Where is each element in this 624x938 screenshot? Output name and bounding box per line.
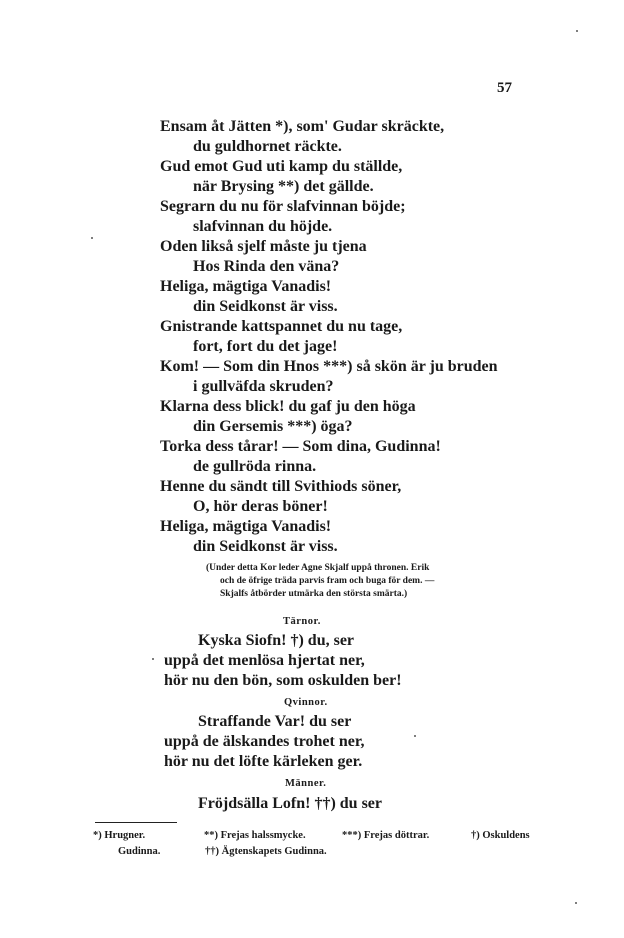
poem-line: din Seidkonst är viss. [193,298,338,315]
chorus-line: hör nu det löfte kärleken ger. [164,753,363,770]
poem-line: Gud emot Gud uti kamp du ställde, [160,158,403,175]
footnote: Gudinna. [118,846,161,857]
speaker-heading: Männer. [285,778,327,789]
print-speck [152,658,154,660]
poem-line: slafvinnan du höjde. [193,218,333,235]
page-number: 57 [497,80,512,96]
poem-line: du guldhornet räckte. [193,138,342,155]
chorus-line: hör nu den bön, som oskulden ber! [164,672,402,689]
poem-line: Gnistrande kattspannet du nu tage, [160,318,403,335]
chorus-line: uppå de älskandes trohet ner, [164,733,365,750]
chorus-line: Fröjdsälla Lofn! ††) du ser [198,795,382,812]
poem-line: Hos Rinda den väna? [193,258,340,275]
chorus-line: uppå det menlösa hjertat ner, [164,652,365,669]
stage-direction-line: och de öfrige träda parvis fram och buga för dem. — [220,576,435,586]
footnote: *) Hrugner. [93,830,146,841]
poem-line: i gullväfda skruden? [193,378,334,395]
speaker-heading: Qvinnor. [284,697,328,708]
poem-line: fort, fort du det jage! [193,338,338,355]
poem-line: Torka dess tårar! — Som dina, Gudinna! [160,438,441,455]
stage-direction-line: Skjalfs åtbörder utmärka den största smärta.) [220,589,408,599]
print-speck [575,902,577,904]
poem-line: Oden likså sjelf måste ju tjena [160,238,367,255]
poem-line: Heliga, mägtiga Vanadis! [160,518,332,535]
print-speck [414,735,416,737]
chorus-line: Kyska Siofn! †) du, ser [198,632,355,649]
stage-direction-line: (Under detta Kor leder Agne Skjalf uppå thronen. Erik [206,563,430,573]
poem-line: O, hör deras böner! [193,498,328,515]
speaker-heading: Tärnor. [283,616,321,627]
poem-line: när Brysing **) det gällde. [193,178,374,195]
footnote: ††) Ägtenskapets Gudinna. [205,846,327,857]
print-speck [91,237,93,239]
poem-line: Klarna dess blick! du gaf ju den höga [160,398,416,415]
stage-direction [206,562,546,601]
footnote: †) Oskuldens [471,830,530,841]
poem-line: din Seidkonst är viss. [193,538,338,555]
footnote: **) Frejas halssmycke. [204,830,306,841]
poem-line: Segrarn du nu för slafvinnan böjde; [160,198,406,215]
poem-line: Kom! — Som din Hnos ***) så skön är ju bruden [160,358,498,375]
chorus-line: Straffande Var! du ser [198,713,352,730]
poem-line: Heliga, mägtiga Vanadis! [160,278,332,295]
print-speck [576,30,578,32]
poem-line: din Gersemis ***) öga? [193,418,353,435]
poem-line: de gullröda rinna. [193,458,317,475]
poem-line: Ensam åt Jätten *), som' Gudar skräckte, [160,118,445,135]
footnote-rule [95,822,177,823]
poem-line: Henne du sändt till Svithiods söner, [160,478,402,495]
footnote: ***) Frejas döttrar. [342,830,430,841]
